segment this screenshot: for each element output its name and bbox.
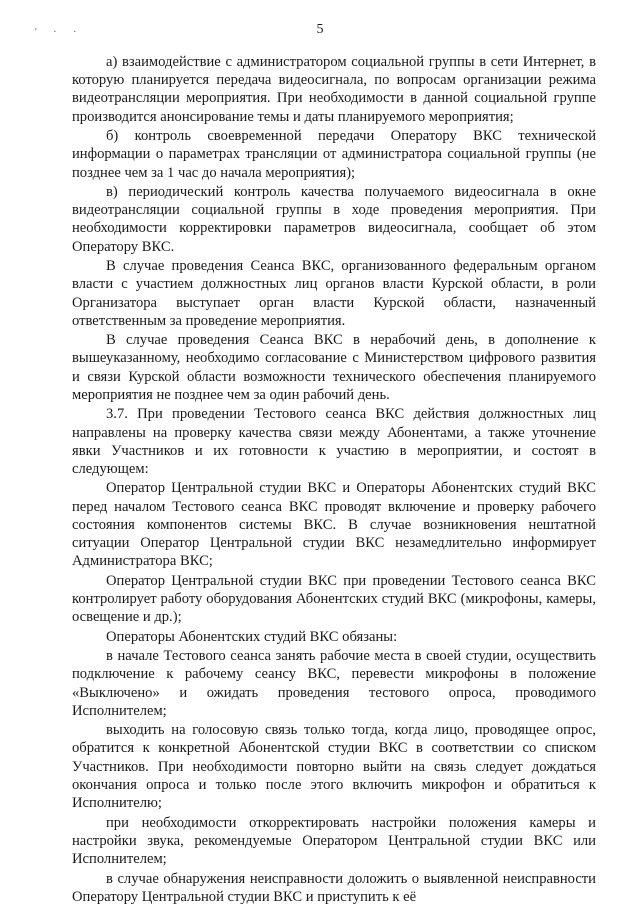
page-number: 5: [316, 22, 324, 37]
paragraph: в) периодический контроль качества получаемого видеосигнала в окне видеотрансляции социальной группы в ходе проведения мероприятия. При необходимости корректировки параметров видеосигнала, сообщает об этом Оператору ВКС.: [72, 184, 596, 255]
paragraph: Оператор Центральной студии ВКС и Операторы Абонентских студий ВКС перед началом Тестового сеанса ВКС проводят включение и проверку рабочего состояния компонентов системы ВКС. В случае возникновения нештатной ситуации Оператор Центральной студии ВКС незамедлительно информирует Администратора ВКС;: [72, 480, 596, 570]
paragraph: 3.7. При проведении Тестового сеанса ВКС действия должностных лиц направлены на проверку качества связи между Абонентами, а также уточнение явки Участников и их готовности к участию в мероприятии, и состоят в следующем:: [72, 406, 596, 477]
paragraph: б) контроль своевременной передачи Оператору ВКС технической информации о параметрах трансляции от администратора социальной группы (не позднее чем за 1 час до начала мероприятия);: [72, 128, 596, 181]
scan-marks: ' · ·: [35, 27, 84, 38]
paragraph: выходить на голосовую связь только тогда, когда лицо, проводящее опрос, обратится к конкретной Абонентской студии ВКС в соответствии со списком Участников. При необходимости повторно выйти на связь следует дождаться окончания опроса и только после этого включить микрофон и обратиться к Исполнителю;: [72, 722, 596, 812]
paragraph: в начале Тестового сеанса занять рабочие места в своей студии, осуществить подключение к рабочему сеансу ВКС, перевести микрофоны в положение «Выключено» и ожидать проведения тестового опроса, проводимого Исполнителем;: [72, 648, 596, 719]
paragraph: В случае проведения Сеанса ВКС, организованного федеральным органом власти с участием должностных лиц органов власти Курской области, в роли Организатора выступает орган власти Курской области, назначенный ответственным за проведение мероприятия.: [72, 258, 596, 329]
paragraph: в случае обнаружения неисправности доложить о выявленной неисправности Оператору Центральной студии ВКС и приступить к её: [72, 870, 596, 905]
paragraph: а) взаимодействие с администратором социальной группы в сети Интернет, в которую планируется передача видеосигнала, по вопросам организации режима видеотрансляции мероприятия. При необходимости в данной социальной группе производится анонсирование темы и даты планируемого мероприятия;: [72, 54, 596, 125]
paragraph: Операторы Абонентских студий ВКС обязаны:: [106, 628, 398, 645]
paragraph: В случае проведения Сеанса ВКС в нерабочий день, в дополнение к вышеуказанному, необходимо согласование с Министерством цифрового развития и связи Курской области возможности технического обеспечения планируемого мероприятия не позднее чем за один рабочий день.: [72, 332, 596, 403]
paragraph: Оператор Центральной студии ВКС при проведении Тестового сеанса ВКС контролирует работу оборудования Абонентских студий ВКС (микрофоны, камеры, освещение и др.);: [72, 572, 596, 626]
paragraph: при необходимости откорректировать настройки положения камеры и настройки звука, рекомендуемые Оператором Центральной студии ВКС или Исполнителем;: [72, 814, 596, 867]
document-body: [72, 53, 596, 907]
